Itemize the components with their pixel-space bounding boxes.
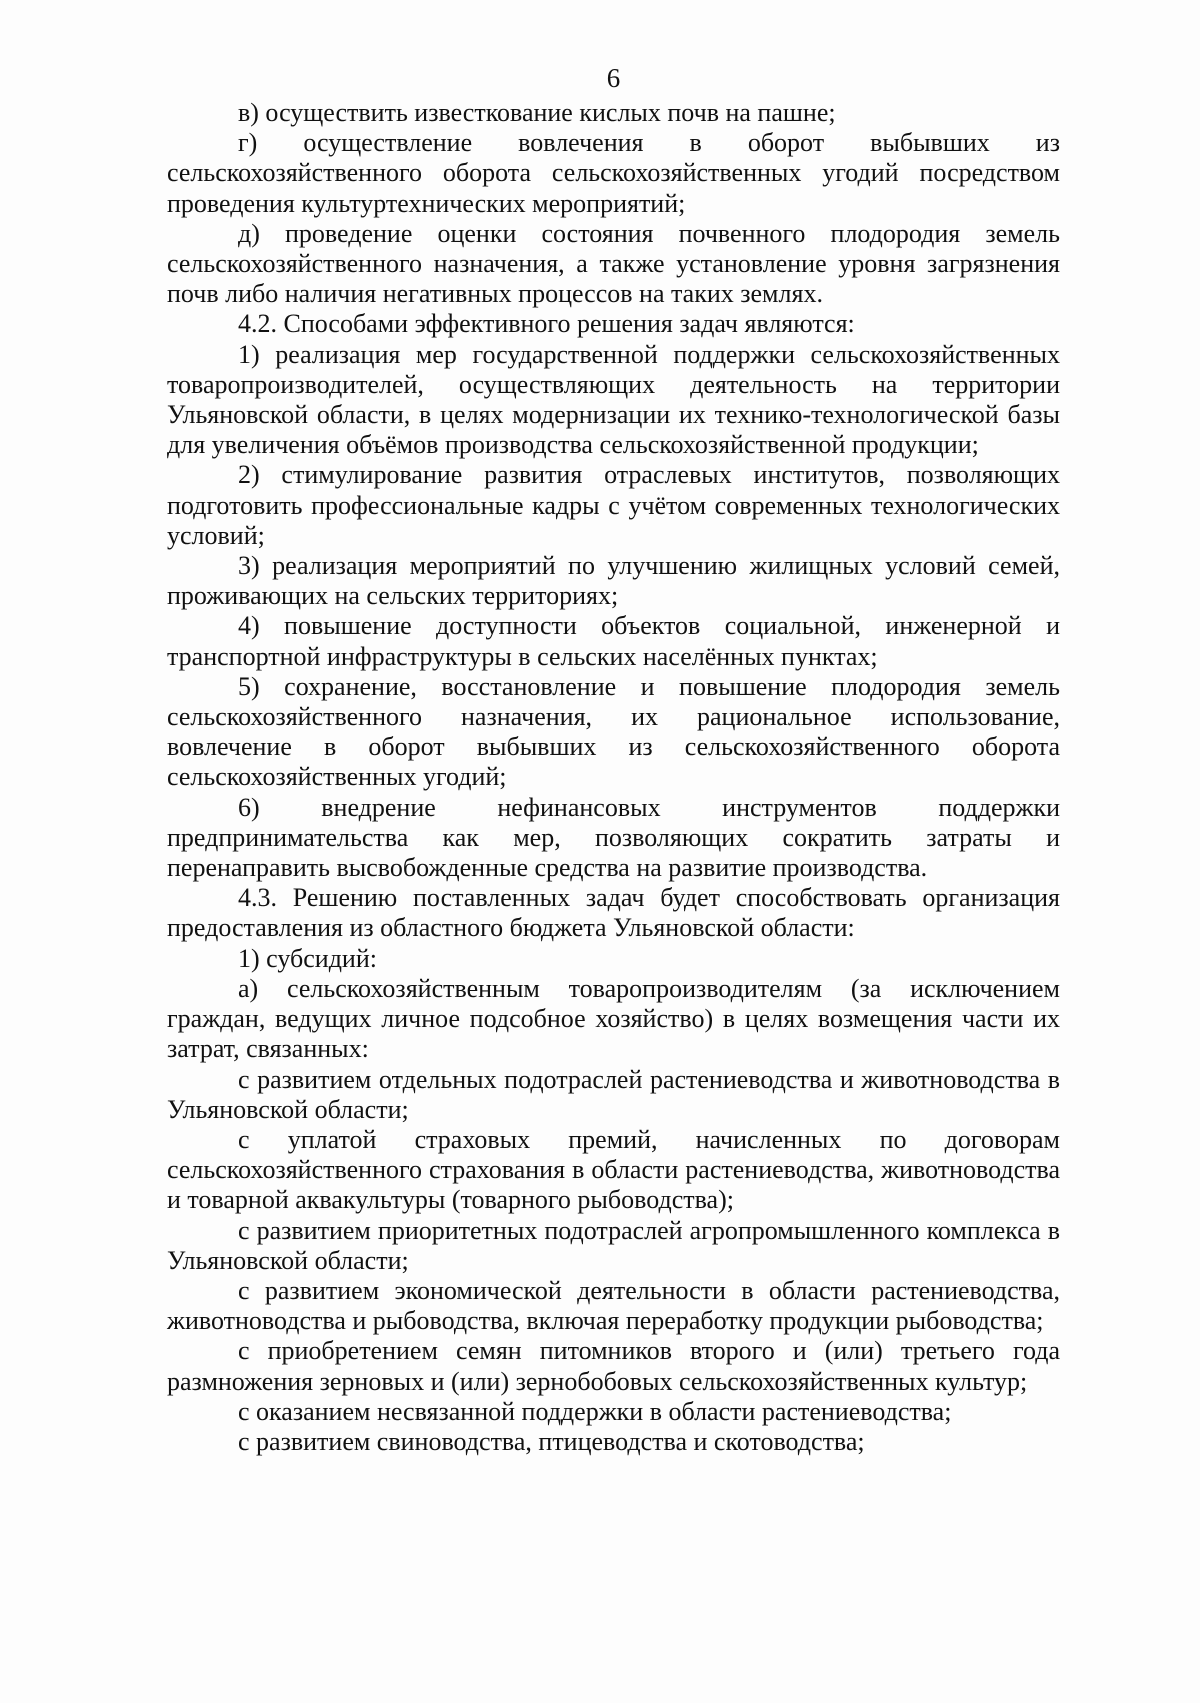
list-item-6: 6) внедрение нефинансовых инструментов поддержки предпринимательства как мер, позволяющих сократить затраты и перенаправить высвобожденные средства на развитие производства. [167,792,1060,883]
list-item-3: 3) реализация мероприятий по улучшению жилищных условий семей, проживающих на сельских территориях; [167,551,1060,611]
subsidy-purpose-5: с приобретением семян питомников второго и (или) третьего года размножения зерновых и (или) зернобобовых сельскохозяйственных культур; [167,1336,1060,1396]
subsidy-purpose-2: с уплатой страховых премий, начисленных по договорам сельскохозяйственного страхования в области растениеводства, животноводства и товарной аквакультуры (товарного рыбоводства); [167,1124,1060,1215]
list-item-2: 2) стимулирование развития отраслевых институтов, позволяющих подготовить профессиональные кадры с учётом современных технологических условий; [167,460,1060,550]
subsidy-purpose-7: с развитием свиноводства, птицеводства и скотоводства; [238,1426,865,1456]
paragraph-item-d: д) проведение оценки состояния почвенного плодородия земель сельскохозяйственного назначения, а также установление уровня загрязнения почв либо наличия негативных процессов на таких землях. [167,218,1060,309]
subsidy-item-a: а) сельскохозяйственным товаропроизводителям (за исключением граждан, ведущих личное подсобное хозяйство) в целях возмещения части их затрат, связанных: [167,973,1060,1064]
list-item-1: 1) реализация мер государственной поддержки сельскохозяйственных товаропроизводителей, осуществляющих деятельность на территории Ульяновской области, в целях модернизации их технико-технологической базы для увеличения объёмов производства сельскохозяйственной продукции; [167,339,1060,460]
section-heading-4-2: 4.2. Способами эффективного решения задач являются: [238,309,855,339]
section-heading-4-3: 4.3. Решению поставленных задач будет способствовать организация предоставления из областного бюджета Ульяновской области: [167,883,1060,943]
document-body [167,98,1060,1457]
page-number: 6 [606,63,621,93]
paragraph-item-v: в) осуществить известкование кислых почв на пашне; [238,98,836,127]
subsidy-purpose-4: с развитием экономической деятельности в области растениеводства, животноводства и рыбоводства, включая переработку продукции рыбоводства; [167,1275,1060,1336]
list-item-5: 5) сохранение, восстановление и повышение плодородия земель сельскохозяйственного назначения, их рациональное использование, вовлечение в оборот выбывших из сельскохозяйственного оборота сельскохозяйственных угодий; [167,671,1060,792]
list-item-4: 4) повышение доступности объектов социальной, инженерной и транспортной инфраструктуры в сельских населённых пунктах; [167,611,1060,671]
subsidy-purpose-3: с развитием приоритетных подотраслей агропромышленного комплекса в Ульяновской области; [167,1215,1060,1275]
subsidy-purpose-1: с развитием отдельных подотраслей растениеводства и животноводства в Ульяновской области; [167,1064,1060,1124]
subsidies-heading: 1) субсидий: [238,943,377,973]
paragraph-item-g: г) осуществление вовлечения в оборот выбывших из сельскохозяйственного оборота сельскохозяйственных угодий посредством проведения культуртехнических мероприятий; [167,128,1060,218]
subsidy-purpose-6: с оказанием несвязанной поддержки в области растениеводства; [238,1396,952,1426]
